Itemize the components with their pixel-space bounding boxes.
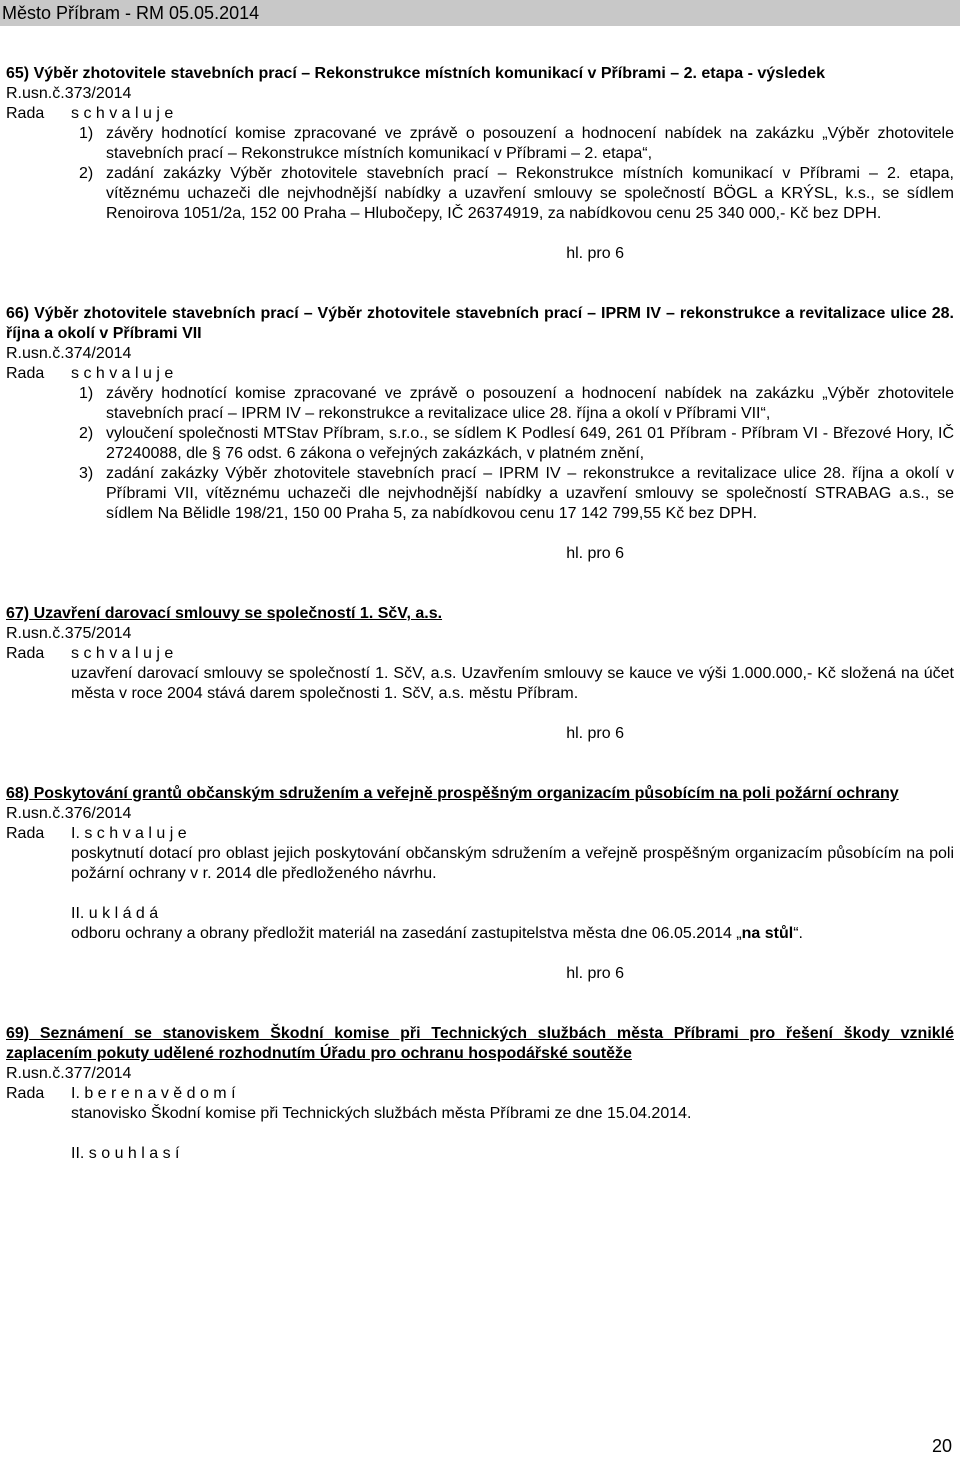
item-text: zadání zakázky Výběr zhotovitele stavebních prací – Rekonstrukce místních komunikací v Příbrami – 2. etapa, vítěznému uchazeči dle nejvhodnější nabídky a uzavření smlouvy se společností BÖGL a KRÝSL, k.s., se sídlem Renoirova 1051/2a, 152 00 Praha – Hlubočepy, IČ 26374919, za nabídkovou cenu 25 340 000,- Kč bez DPH. — [106, 165, 954, 222]
item-text: vyloučení společnosti MTStav Příbram, s.r.o., se sídlem K Podlesí 649, 261 01 Příbram - Příbram VI - Březové Hory, IČ 27240088, dle § 76 odst. 6 zákona o veřejných zakázkách, v platném znění, — [106, 425, 954, 462]
resolution-verb: s c h v a l u j e — [71, 645, 174, 662]
section-67 — [6, 604, 954, 744]
list-item — [6, 164, 954, 224]
item-number: 1) — [79, 385, 94, 402]
spacer — [6, 984, 954, 1024]
resolution-verb-2: II. u k l á d á — [71, 905, 159, 922]
section-title: 67) Uzavření darovací smlouvy se společností 1. SčV, a.s. — [6, 605, 443, 622]
list-item — [6, 384, 954, 424]
vote-result: hl. pro 6 — [566, 965, 624, 982]
item-number: 1) — [79, 125, 94, 142]
vote-result: hl. pro 6 — [566, 545, 624, 562]
resolution-number: R.usn.č.376/2014 — [6, 805, 132, 822]
resolution-text: uzavření darovací smlouvy se společností 1. SčV, a.s. Uzavřením smlouvy se kauce ve výši 1.000.000,- Kč složená na účet města v roce 2004 stává darem společnosti 1. SčV, a.s. městu Příbram. — [71, 665, 954, 702]
section-65 — [6, 64, 954, 264]
list-item — [6, 464, 954, 524]
resolution-text: poskytnutí dotací pro oblast jejich poskytování občanským sdružením a veřejně prospěšným organizacím působícím na poli požární ochrany v r. 2014 dle předloženého návrhu. — [71, 845, 954, 882]
spacer — [6, 264, 954, 304]
resolution-number: R.usn.č.374/2014 — [6, 345, 132, 362]
resolution-verb: s c h v a l u j e — [71, 365, 174, 382]
item-number: 2) — [79, 165, 94, 182]
resolution-number: R.usn.č.373/2014 — [6, 85, 132, 102]
rada-line — [6, 824, 954, 844]
item-text: závěry hodnotící komise zpracované ve zprávě o posouzení a hodnocení nabídek na zakázku „Výběr zhotovitele stavebních prací – IPRM IV – rekonstrukce a revitalizace ulice 28. října a okolí v Příbrami VII“, — [106, 385, 954, 422]
vote-result: hl. pro 6 — [566, 725, 624, 742]
page-number: 20 — [931, 1436, 952, 1456]
item-text: závěry hodnotící komise zpracované ve zprávě o posouzení a hodnocení nabídek na zakázku „Výběr zhotovitele stavebních prací – Rekonstrukce místních komunikací v Příbrami – 2. etapa“, — [106, 125, 954, 162]
rada-line — [6, 104, 954, 124]
section-title: 68) Poskytování grantů občanským sdružením a veřejně prospěšným organizacím působícím na poli požární ochrany — [6, 785, 899, 802]
resolution-verb: I. s c h v a l u j e — [71, 825, 187, 842]
text-part: odboru ochrany a obrany předložit materiál na zasedání zastupitelstva města dne 06.05.2014 „ — [71, 925, 742, 942]
section-68 — [6, 784, 954, 984]
spacer — [6, 1124, 954, 1144]
item-text: zadání zakázky Výběr zhotovitele stavebních prací – IPRM IV – rekonstrukce a revitalizace ulice 28. října a okolí v Příbrami VII, vítěznému uchazeči dle nejvhodnější nabídky a uzavření smlouvy se společností STRABAG a.s., se sídlem Na Bělidle 198/21, 150 00 Praha 5, za nabídkovou cenu 17 142 799,55 Kč bez DPH. — [106, 465, 954, 522]
resolution-text-2 — [71, 924, 954, 944]
rada-line — [6, 1084, 954, 1104]
rada-word: Rada — [6, 105, 45, 122]
text-part: “. — [793, 925, 803, 942]
section-title: 66) Výběr zhotovitele stavebních prací – Výběr zhotovitele stavebních prací – IPRM IV – rekonstrukce a revitalizace ulice 28. října a okolí v Příbrami VII — [6, 305, 954, 342]
rada-line — [6, 364, 954, 384]
resolution-number: R.usn.č.377/2014 — [6, 1065, 132, 1082]
page-header — [0, 0, 960, 26]
list-item — [6, 124, 954, 164]
rada-word: Rada — [6, 1085, 45, 1102]
vote-result: hl. pro 6 — [566, 245, 624, 262]
section-66 — [6, 304, 954, 564]
resolution-verb: s c h v a l u j e — [71, 105, 174, 122]
spacer — [6, 564, 954, 604]
spacer — [6, 744, 954, 784]
resolution-number: R.usn.č.375/2014 — [6, 625, 132, 642]
section-69 — [6, 1024, 954, 1164]
item-number: 3) — [79, 465, 94, 482]
resolution-verb-2: II. s o u h l a s í — [71, 1145, 180, 1162]
section-title: 69) Seznámení se stanoviskem Škodní komise při Technických službách města Příbrami pro řešení škody vzniklé zaplacením pokuty udělené rozhodnutím Úřadu pro ochranu hospodářské soutěže — [6, 1025, 954, 1062]
item-number: 2) — [79, 425, 94, 442]
spacer — [6, 884, 954, 904]
rada-word: Rada — [6, 825, 45, 842]
resolution-verb: I. b e r e n a v ě d o m í — [71, 1085, 236, 1102]
list-item — [6, 424, 954, 464]
rada-word: Rada — [6, 365, 45, 382]
text-part-bold: na stůl — [741, 925, 794, 942]
rada-line — [6, 644, 954, 664]
section-title: 65) Výběr zhotovitele stavebních prací – Rekonstrukce místních komunikací v Příbrami – 2. etapa - výsledek — [6, 65, 825, 82]
document-body — [6, 64, 954, 1164]
resolution-text: stanovisko Škodní komise při Technických službách města Příbrami ze dne 15.04.2014. — [71, 1105, 692, 1122]
header-title: Město Příbram - RM 05.05.2014 — [2, 3, 260, 23]
rada-word: Rada — [6, 645, 45, 662]
